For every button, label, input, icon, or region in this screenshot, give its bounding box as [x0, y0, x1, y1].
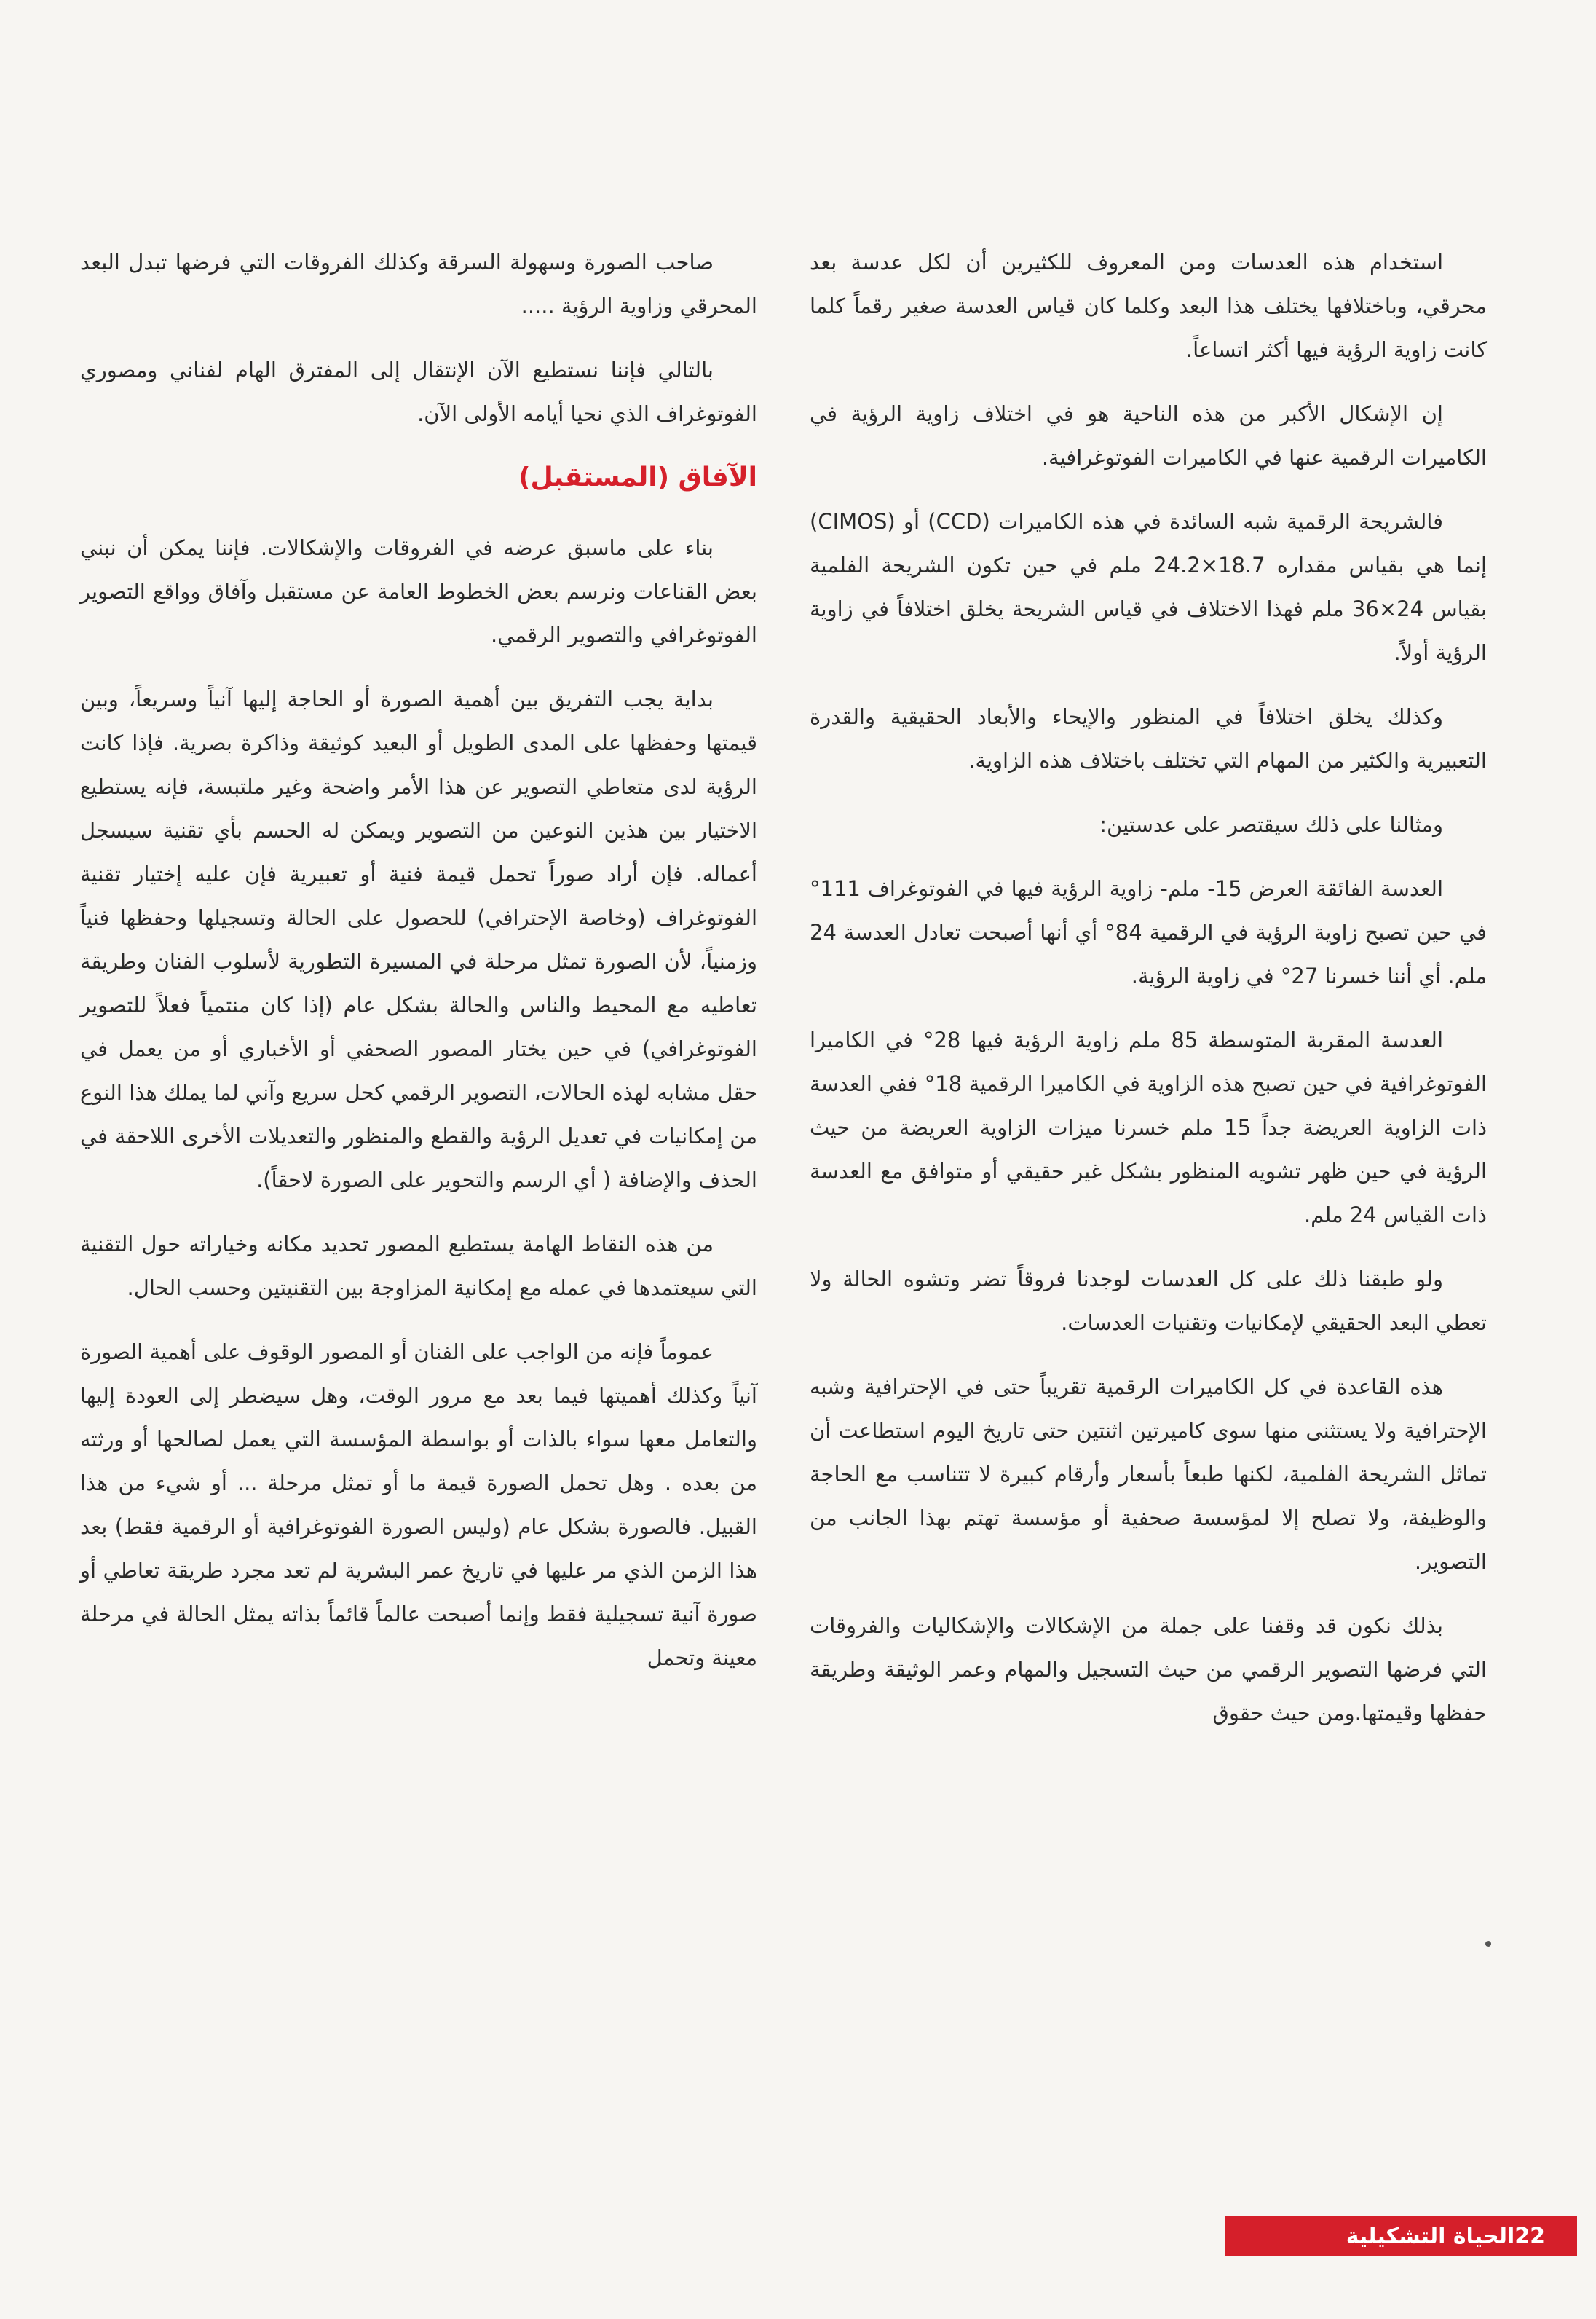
- paragraph: العدسة الفائقة العرض 15- ملم- زاوية الرؤية فيها في الفوتوغراف 111° في حين تصبح زاوية الرؤية في الرقمية 84° أي أنها أصبحت تعادل العدسة 24 ملم. أي أننا خسرنا 27° في زاوية الرؤية.: [810, 876, 1487, 988]
- paragraph: إن الإشكال الأكبر من هذه الناحية هو في اختلاف زاوية الرؤية في الكاميرات الرقمية عنها في الكاميرات الفوتوغرافية.: [810, 401, 1487, 470]
- paragraph: بالتالي فإننا نستطيع الآن الإنتقال إلى المفترق الهام لفناني ومصوري الفوتوغراف الذي نحيا أيامه الأولى الآن.: [80, 358, 757, 426]
- right-column: [810, 240, 1487, 1755]
- paragraph: وكذلك يخلق اختلافاً في المنظور والإيحاء والأبعاد الحقيقية والقدرة التعبيرية والكثير من المهام التي تختلف باختلاف هذه الزاوية.: [810, 704, 1487, 773]
- paragraph: من هذه النقاط الهامة يستطيع المصور تحديد مكانه وخياراته حول التقنية التي سيعتمدها في عمله مع إمكانية المزاوجة بين التقنيتين وحسب الحال.: [80, 1232, 757, 1300]
- paragraph: هذه القاعدة في كل الكاميرات الرقمية تقريباً حتى في الإحترافية وشبه الإحترافية ولا يستثنى منها سوى كاميرتين اثنتين حتى تاريخ اليوم استطاعت أن تماثل الشريحة الفلمية، لكنها طبعاً بأسعار وأرقام كبيرة لا تتناسب مع الحاجة والوظيفة، ولا تصلح إلا لمؤسسة صحفية أو مؤسسة تهتم بهذا الجانب من التصوير.: [810, 1374, 1487, 1574]
- paragraph: استخدام هذه العدسات ومن المعروف للكثيرين أن لكل عدسة بعد محرقي، وباختلافها يختلف هذا البعد وكلما كان قياس العدسة صغير رقماً كلما كانت زاوية الرؤية فيها أكثر اتساعاً.: [810, 250, 1487, 362]
- paragraph: بذلك نكون قد وقفنا على جملة من الإشكالات والإشكاليات والفروقات التي فرضها التصوير الرقمي من حيث التسجيل والمهام وعمر الوثيقة وطريقة حفظها وقيمتها.ومن حيث حقوق: [810, 1613, 1487, 1725]
- paragraph: عموماً فإنه من الواجب على الفنان أو المصور الوقوف على أهمية الصورة آنياً وكذلك أهميتها فيما بعد مع مرور الوقت، وهل سيضطر إلى العودة إليها والتعامل معها سواء بالذات أو بواسطة المؤسسة التي يعمل لصالحها أو ورثته من بعده . وهل تحمل الصورة قيمة ما أو تمثل مرحلة ... أو شيء من هذا القبيل. فالصورة بشكل عام (وليس الصورة الفوتوغرافية أو الرقمية فقط) بعد هذا الزمن الذي مر عليها في تاريخ عمر البشرية لم تعد مجرد طريقة تعاطي أو صورة آنية تسجيلية فقط وإنما أصبحت عالماً قائماً بذاته يمثل الحالة في مرحلة معينة وتحمل: [80, 1339, 757, 1670]
- paragraph: ولو طبقنا ذلك على كل العدسات لوجدنا فروقاً تضر وتشوه الحالة ولا تعطي البعد الحقيقي لإمكانيات وتقنيات العدسات.: [810, 1267, 1487, 1335]
- section-heading: الآفاق (المستقبل): [518, 462, 757, 492]
- paragraph: بناء على ماسبق عرضه في الفروقات والإشكالات. فإننا يمكن أن نبني بعض القناعات ونرسم بعض الخطوط العامة عن مستقبل وآفاق وواقع التصوير الفوتوغرافي والتصوير الرقمي.: [80, 535, 757, 647]
- paragraph: فالشريحة الرقمية شبه السائدة في هذه الكاميرات (CCD) أو (CIMOS) إنما هي بقياس مقداره 18.7×24.2 ملم في حين تكون الشريحة الفلمية بقياس 24×36 ملم فهذا الاختلاف في قياس الشريحة يخلق اختلافاً في زاوية الرؤية أولاً.: [810, 509, 1487, 665]
- left-column: [80, 240, 757, 1700]
- paragraph: العدسة المقربة المتوسطة 85 ملم زاوية الرؤية فيها 28° في الكاميرا الفوتوغرافية في حين تصبح هذه الزاوية في الكاميرا الرقمية 18° ففي العدسة ذات الزاوية العريضة جداً 15 ملم خسرنا ميزات الزاوية العريضة من حيث الرؤية في حين ظهر تشويه المنظور بشكل غير حقيقي أو متوافق مع العدسة ذات القياس 24 ملم.: [810, 1028, 1488, 1227]
- paragraph: ومثالنا على ذلك سيقتصر على عدستين:: [1099, 812, 1443, 837]
- paragraph: بداية يجب التفريق بين أهمية الصورة أو الحاجة إليها آنياً وسريعاً، وبين قيمتها وحفظها على المدى الطويل أو البعيد كوثيقة وذاكرة بصرية. فإذا كانت الرؤية لدى متعاطي التصوير عن هذا الأمر واضحة وغير ملتبسة، فإنه يستطيع الاختيار بين هذين النوعين من التصوير ويمكن له الحسم بأي تقنية سيسجل أعماله. فإن أراد صوراً تحمل قيمة فنية أو تعبيرية فإن عليه إختيار تقنية الفوتوغراف (وخاصة الإحترافي) للحصول على الحالة وتسجيلها وحفظها فنياً وزمنياً، لأن الصورة تمثل مرحلة في المسيرة التطورية لأسلوب الفنان وطريقة تعاطيه مع المحيط والناس والحالة بشكل عام (إذا كان منتمياً فعلاً للتصوير الفوتوغرافي) في حين يختار المصور الصحفي أو الأخباري أو من يعمل في حقل مشابه لهذه الحالات، التصوير الرقمي كحل سريع وآني لما يملك هذا النوع من إمكانيات في تعديل الرؤية والقطع والمنظور والتعديلات الأخرى اللاحقة في الحذف والإضافة ( أي الرسم والتحوير على الصورة لاحقاً).: [80, 687, 757, 1192]
- magazine-name: الحياة التشكيلية: [1346, 2223, 1515, 2249]
- page-footer: [1225, 2216, 1577, 2256]
- bullet-dot: [1485, 1941, 1491, 1947]
- paragraph: صاحب الصورة وسهولة السرقة وكذلك الفروقات التي فرضها تبدل البعد المحرقي وزاوية الرؤية .....: [80, 250, 757, 318]
- page-number: 22: [1514, 2223, 1545, 2249]
